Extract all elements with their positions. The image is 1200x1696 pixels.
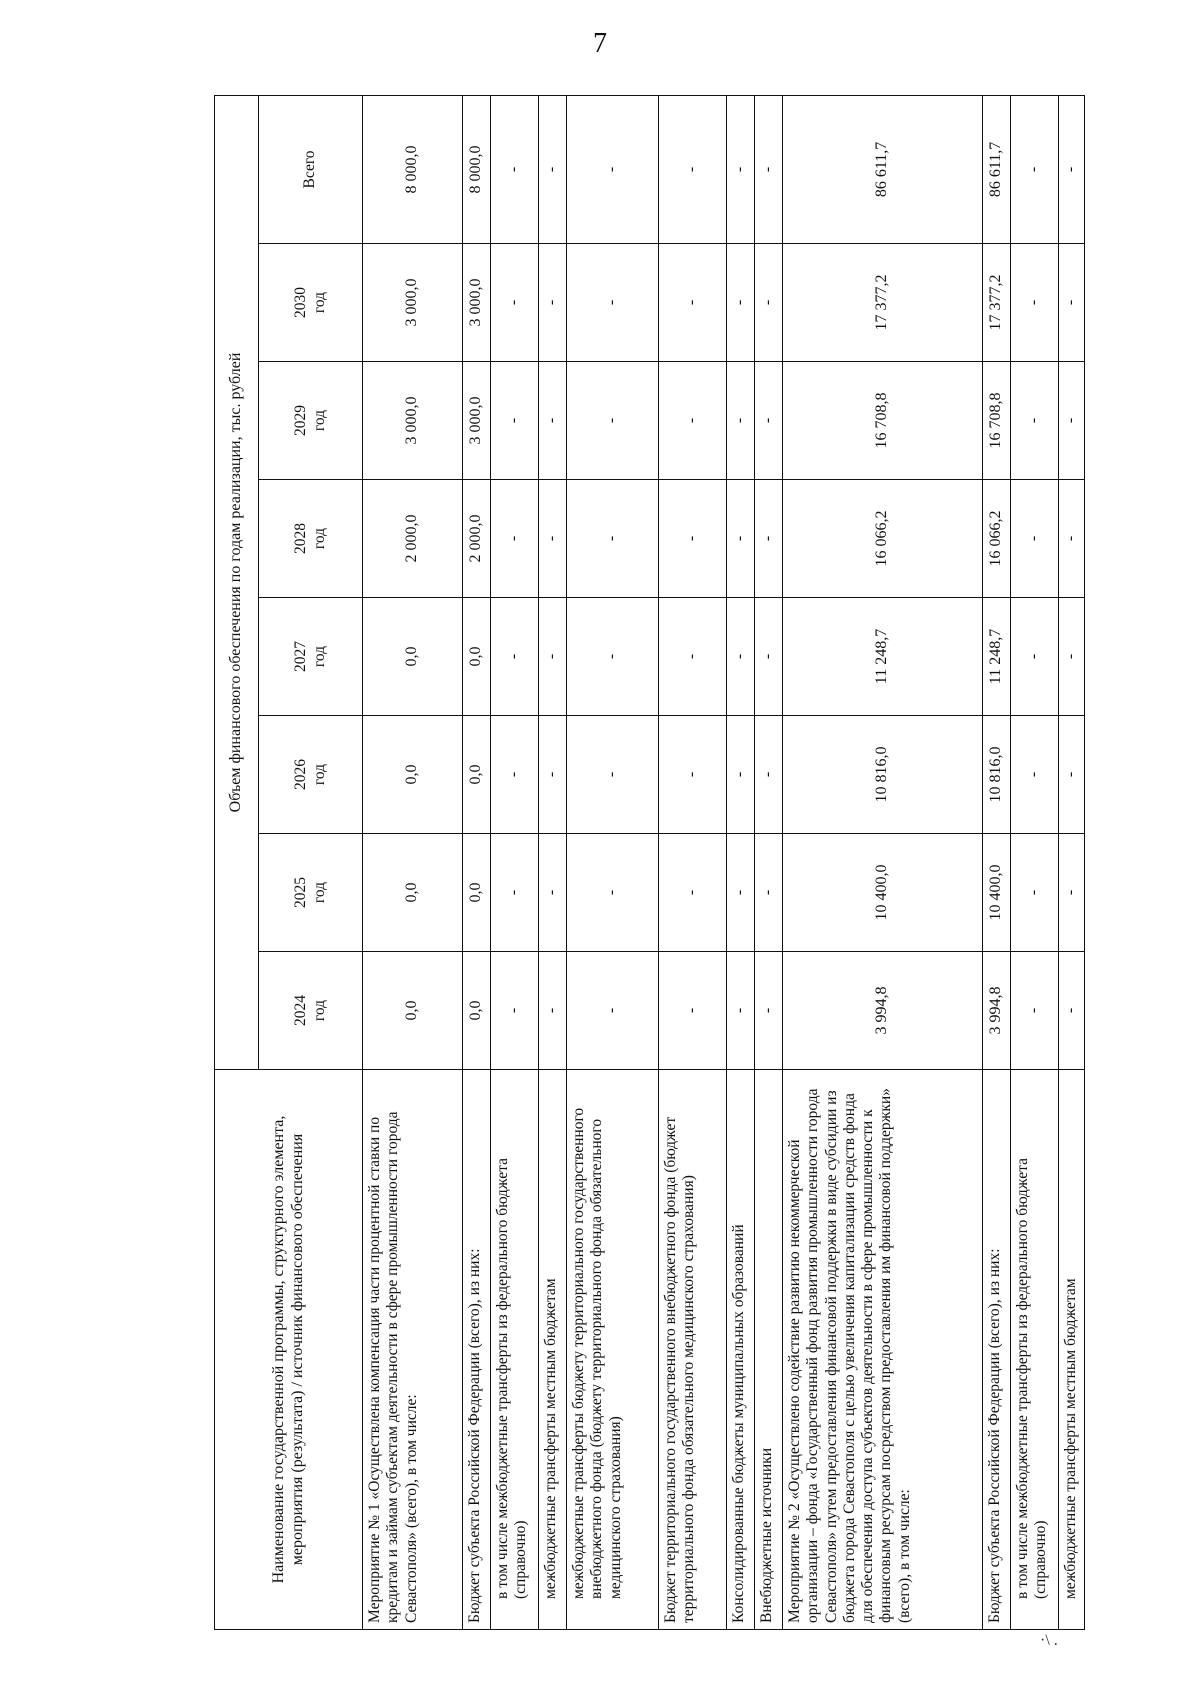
cell-value: 3 000,0 (463, 244, 491, 362)
cell-value: 0,0 (463, 834, 491, 952)
finance-table (214, 95, 1085, 1630)
cell-value: - (659, 716, 727, 834)
cell-value: 3 000,0 (363, 362, 463, 480)
cell-value: - (755, 598, 783, 716)
table-row (539, 95, 567, 1629)
cell-value: - (1011, 244, 1059, 362)
cell-value: 8 000,0 (463, 95, 491, 243)
header-name: Наименование государственной программы, структурного элемента, мероприятия (результата) / источник финансового обеспечения (215, 1070, 363, 1630)
cell-value: - (567, 834, 659, 952)
table-row (567, 95, 659, 1629)
cell-value: - (539, 95, 567, 243)
page-number: 7 (593, 28, 607, 59)
table-row (491, 95, 539, 1629)
row-name: межбюджетные трансферты местным бюджетам (539, 1070, 567, 1630)
cell-value: 3 994,8 (983, 952, 1011, 1070)
cell-value: - (1059, 952, 1085, 1070)
cell-value: - (491, 244, 539, 362)
cell-value: - (491, 952, 539, 1070)
row-name: в том числе межбюджетные трансферты из федерального бюджета (справочно) (1011, 1070, 1059, 1630)
cell-value: - (755, 95, 783, 243)
cell-value: - (1059, 598, 1085, 716)
cell-value: - (1059, 480, 1085, 598)
cell-value: 0,0 (363, 716, 463, 834)
cell-value: - (539, 952, 567, 1070)
cell-value: - (659, 95, 727, 243)
cell-value: - (1011, 716, 1059, 834)
header-group: Объем финансового обеспечения по годам реализации, тыс. рублей (215, 95, 259, 1069)
table-row (755, 95, 783, 1629)
header-year: 2029 год (259, 362, 363, 480)
cell-value: 3 000,0 (463, 362, 491, 480)
cell-value: 10 400,0 (783, 834, 983, 952)
table-row (1059, 95, 1085, 1629)
cell-value: - (567, 480, 659, 598)
cell-value: 86 611,7 (783, 95, 983, 243)
header-year: 2026 год (259, 716, 363, 834)
table-row (983, 95, 1011, 1629)
cell-value: 16 066,2 (983, 480, 1011, 598)
header-year: 2024 год (259, 952, 363, 1070)
cell-value: - (539, 834, 567, 952)
cell-value: - (755, 716, 783, 834)
cell-value: - (1059, 244, 1085, 362)
cell-value: - (567, 598, 659, 716)
cell-value: 3 000,0 (363, 244, 463, 362)
cell-value: 8 000,0 (363, 95, 463, 243)
cell-value: - (491, 716, 539, 834)
cell-value: - (567, 952, 659, 1070)
row-name: Консолидированные бюджеты муниципальных образований (727, 1070, 755, 1630)
cell-value: - (659, 598, 727, 716)
cell-value: - (727, 244, 755, 362)
cell-value: 2 000,0 (463, 480, 491, 598)
cell-value: - (727, 480, 755, 598)
cell-value: - (1011, 362, 1059, 480)
cell-value: - (539, 244, 567, 362)
rotated-table-frame (214, 96, 1084, 1630)
cell-value: 0,0 (463, 598, 491, 716)
header-year: 2028 год (259, 480, 363, 598)
row-name: межбюджетные трансферты местным бюджетам (1059, 1070, 1085, 1630)
cell-value: - (659, 834, 727, 952)
cell-value: - (1011, 598, 1059, 716)
cell-value: - (755, 480, 783, 598)
header-total: Всего (259, 95, 363, 243)
cell-value: - (539, 480, 567, 598)
table-row (659, 95, 727, 1629)
cell-value: - (727, 834, 755, 952)
cell-value: - (491, 95, 539, 243)
cell-value: 10 816,0 (783, 716, 983, 834)
finance-table-container (214, 96, 1084, 1630)
cell-value: - (1011, 834, 1059, 952)
cell-value: - (727, 362, 755, 480)
cell-value: 16 708,8 (783, 362, 983, 480)
scan-mark: ·\ . (1040, 1632, 1058, 1649)
cell-value: 86 611,7 (983, 95, 1011, 243)
row-name: межбюджетные трансферты бюджету территориального государственного внебюджетного фонда (бюджету территориального фонда обязательного медицинского страхования) (567, 1070, 659, 1630)
cell-value: - (727, 95, 755, 243)
cell-value: - (755, 244, 783, 362)
cell-value: - (1011, 480, 1059, 598)
cell-value: 2 000,0 (363, 480, 463, 598)
cell-value: 16 708,8 (983, 362, 1011, 480)
cell-value: - (1059, 834, 1085, 952)
cell-value: 10 816,0 (983, 716, 1011, 834)
row-name: Мероприятие № 2 «Осуществлено содействие развитию некоммерческой организации – фонда «Государственный фонд развития промышленности города Севастополя» путем предоставления финансовой поддержки в виде субсидии из бюджета города Севастополя с целью увеличения капитализации средств фонда для обеспечения доступа субъектов деятельности в сфере промышленности к финансовым ресурсам посредством предоставления им финансовой поддержки» (всего), в том числе: (783, 1070, 983, 1630)
cell-value: - (727, 598, 755, 716)
cell-value: - (491, 598, 539, 716)
row-name: в том числе межбюджетные трансферты из федерального бюджета (справочно) (491, 1070, 539, 1630)
cell-value: - (1011, 952, 1059, 1070)
header-year: 2025 год (259, 834, 363, 952)
cell-value: - (659, 480, 727, 598)
cell-value: - (567, 362, 659, 480)
cell-value: - (567, 95, 659, 243)
cell-value: 11 248,7 (783, 598, 983, 716)
cell-value: - (1059, 95, 1085, 243)
cell-value: 17 377,2 (983, 244, 1011, 362)
cell-value: 0,0 (363, 834, 463, 952)
cell-value: - (491, 480, 539, 598)
cell-value: - (567, 244, 659, 362)
row-name: Бюджет субъекта Российской Федерации (всего), из них: (983, 1070, 1011, 1630)
cell-value: 0,0 (363, 598, 463, 716)
cell-value: 10 400,0 (983, 834, 1011, 952)
row-name: Бюджет территориального государственного внебюджетного фонда (бюджет территориального фонда обязательного медицинского страхования) (659, 1070, 727, 1630)
row-name: Мероприятие № 1 «Осуществлена компенсация части процентной ставки по кредитам и займам субъектам деятельности в сфере промышленности города Севастополя» (всего), в том числе: (363, 1070, 463, 1630)
cell-value: - (539, 362, 567, 480)
table-row (1011, 95, 1059, 1629)
table-row (727, 95, 755, 1629)
cell-value: 3 994,8 (783, 952, 983, 1070)
cell-value: - (755, 362, 783, 480)
cell-value: 16 066,2 (783, 480, 983, 598)
table-row (363, 95, 463, 1629)
row-name: Бюджет субъекта Российской Федерации (всего), из них: (463, 1070, 491, 1630)
cell-value: 11 248,7 (983, 598, 1011, 716)
cell-value: - (1059, 362, 1085, 480)
cell-value: - (491, 834, 539, 952)
cell-value: - (755, 952, 783, 1070)
table-row (463, 95, 491, 1629)
cell-value: - (539, 598, 567, 716)
table-row (783, 95, 983, 1629)
header-row-top (215, 95, 259, 1629)
cell-value: 0,0 (463, 716, 491, 834)
header-year: 2030 год (259, 244, 363, 362)
cell-value: - (1059, 716, 1085, 834)
cell-value: - (539, 716, 567, 834)
cell-value: - (659, 362, 727, 480)
cell-value: - (755, 834, 783, 952)
cell-value: - (659, 244, 727, 362)
cell-value: - (1011, 95, 1059, 243)
cell-value: - (659, 952, 727, 1070)
cell-value: 17 377,2 (783, 244, 983, 362)
cell-value: - (727, 952, 755, 1070)
cell-value: - (567, 716, 659, 834)
cell-value: - (727, 716, 755, 834)
header-year: 2027 год (259, 598, 363, 716)
cell-value: 0,0 (363, 952, 463, 1070)
cell-value: - (491, 362, 539, 480)
cell-value: 0,0 (463, 952, 491, 1070)
row-name: Внебюджетные источники (755, 1070, 783, 1630)
